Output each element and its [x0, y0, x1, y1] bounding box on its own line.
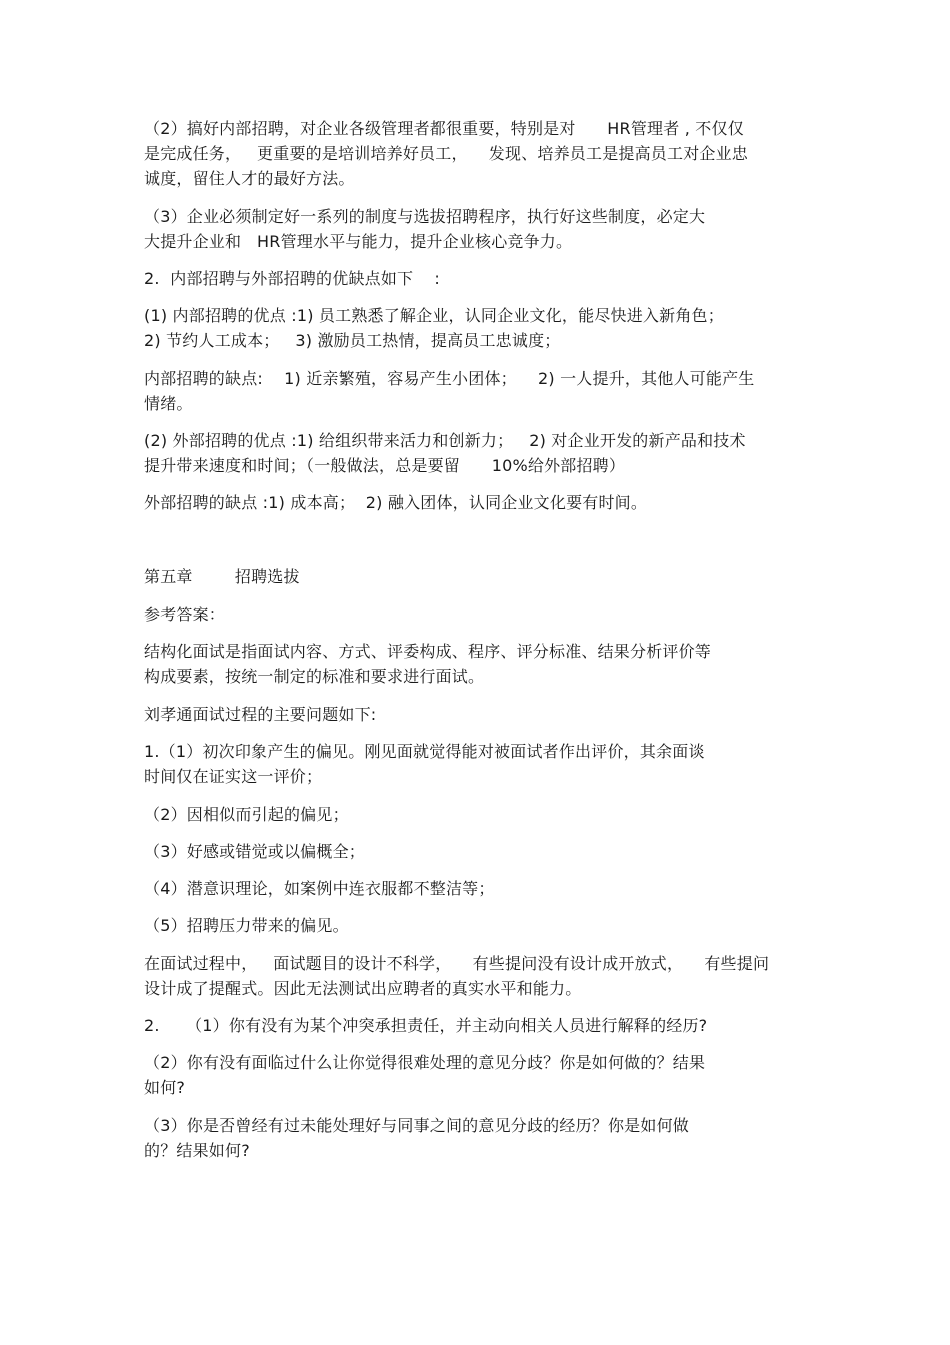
list-item: 2. （1）你有没有为某个冲突承担责任，并主动向相关人员进行解释的经历?	[144, 1016, 708, 1035]
paragraph-line: 在面试过程中， 面试题目的设计不科学， 有些提问没有设计成开放式， 有些提问	[144, 954, 770, 973]
list-item: （5）招聘压力带来的偏见。	[144, 916, 349, 935]
list-item: 的？结果如何?	[144, 1141, 250, 1160]
paragraph-line: 2) 节约人工成本； 3) 激励员工热情，提高员工忠诚度；	[144, 331, 561, 350]
paragraph-line: 诚度，留住人才的最好方法。	[144, 169, 355, 188]
paragraph-line: 是完成任务， 更重要的是培训培养好员工， 发现、培养员工是提高员工对企业忠	[144, 144, 749, 163]
paragraph-line: 构成要素，按统一制定的标准和要求进行面试。	[144, 667, 485, 686]
paragraph-line: 外部招聘的缺点 :1) 成本高； 2) 融入团体，认同企业文化要有时间。	[144, 493, 648, 512]
paragraph-line: (2) 外部招聘的优点 :1) 给组织带来活力和创新力； 2) 对企业开发的新产品和技术	[144, 431, 746, 450]
paragraph-line: 结构化面试是指面试内容、方式、评委构成、程序、评分标准、结果分析评价等	[144, 642, 712, 661]
list-item: 1.（1）初次印象产生的偏见。刚见面就觉得能对被面试者作出评价，其余面谈	[144, 742, 705, 761]
list-item: 如何?	[144, 1078, 186, 1097]
paragraph-line: （2）搞好内部招聘，对企业各级管理者都很重要，特别是对 HR管理者 , 不仅仅	[144, 119, 744, 138]
list-item: （2）因相似而引起的偏见；	[144, 805, 349, 824]
list-item: （3）你是否曾经有过未能处理好与同事之间的意见分歧的经历？你是如何做	[144, 1116, 689, 1135]
paragraph-line: 设计成了提醒式。因此无法测试出应聘者的真实水平和能力。	[144, 979, 582, 998]
paragraph-line: （3）企业必须制定好一系列的制度与选拔招聘程序，执行好这些制度，必定大	[144, 207, 706, 226]
paragraph-line: 情绪。	[144, 394, 193, 413]
answer-heading: 参考答案：	[144, 605, 226, 624]
paragraph-line: (1) 内部招聘的优点 :1) 员工熟悉了解企业，认同企业文化，能尽快进入新角色；	[144, 306, 724, 325]
list-item: 时间仅在证实这一评价；	[144, 767, 323, 786]
section-heading: 2. 内部招聘与外部招聘的优缺点如下 :	[144, 269, 440, 288]
list-item: （4）潜意识理论，如案例中连衣服都不整洁等；	[144, 879, 495, 898]
chapter-title: 第五章 招聘选拔	[144, 567, 300, 586]
paragraph-line: 提升带来速度和时间；（一般做法，总是要留 10%给外部招聘）	[144, 456, 626, 475]
paragraph-line: 内部招聘的缺点: 1) 近亲繁殖，容易产生小团体； 2) 一人提升，其他人可能产生	[144, 369, 755, 388]
list-item: （2）你有没有面临过什么让你觉得很难处理的意见分歧？你是如何做的？结果	[144, 1053, 706, 1072]
paragraph-line: 大提升企业和 HR管理水平与能力，提升企业核心竞争力。	[144, 232, 573, 251]
paragraph-line: 刘孝通面试过程的主要问题如下:	[144, 705, 377, 724]
list-item: （3）好感或错觉或以偏概全；	[144, 842, 365, 861]
